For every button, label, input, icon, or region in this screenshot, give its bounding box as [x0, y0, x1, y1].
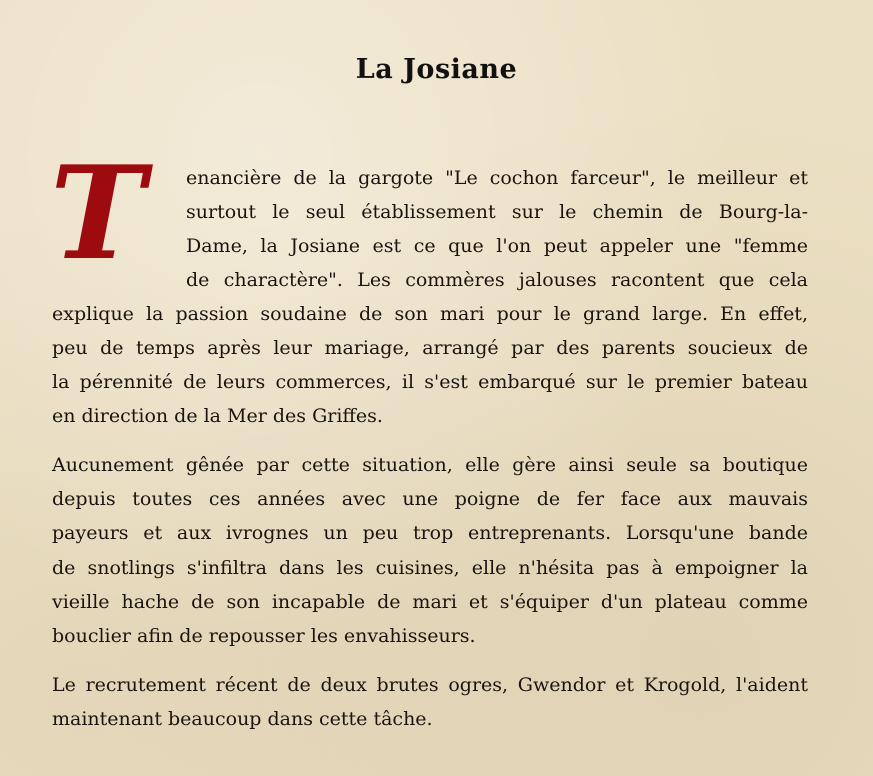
- paragraph-line: de snotlings s'infiltra dans les cuisines, elle n'hésita pas à empoigner la: [52, 557, 808, 579]
- paragraph-line: Le recrutement récent de deux brutes ogres, Gwendor et Krogold, l'aident: [52, 674, 808, 696]
- paragraph-line: bouclier afin de repousser les envahisseurs.: [52, 625, 476, 647]
- paragraph-line: de charactère". Les commères jalouses racontent que cela: [186, 269, 808, 291]
- paragraph-line: Dame, la Josiane est ce que l'on peut appeler une "femme: [186, 235, 808, 257]
- paragraph-line: depuis toutes ces années avec une poigne de fer face aux mauvais: [52, 488, 808, 510]
- paragraph-line: enancière de la gargote "Le cochon farceur", le meilleur et: [186, 167, 808, 189]
- paragraph-line: surtout le seul établissement sur le chemin de Bourg-la-: [186, 201, 808, 223]
- paragraph-line: explique la passion soudaine de son mari pour le grand large. En effet,: [52, 303, 808, 325]
- paragraph-line: peu de temps après leur mariage, arrangé par des parents soucieux de: [52, 337, 808, 359]
- drop-cap-letter: T: [50, 139, 146, 289]
- paragraph-line: en direction de la Mer des Griffes.: [52, 405, 383, 427]
- paragraph-line: Aucunement gênée par cette situation, elle gère ainsi seule sa boutique: [52, 454, 808, 476]
- paragraph-line: payeurs et aux ivrognes un peu trop entreprenants. Lorsqu'une bande: [52, 522, 808, 544]
- paragraph-line: la pérennité de leurs commerces, il s'est embarqué sur le premier bateau: [52, 371, 808, 393]
- page-title: La Josiane: [355, 54, 518, 85]
- paragraph-line: maintenant beaucoup dans cette tâche.: [52, 708, 433, 730]
- paragraph-line: vieille hache de son incapable de mari et s'équiper d'un plateau comme: [52, 591, 808, 613]
